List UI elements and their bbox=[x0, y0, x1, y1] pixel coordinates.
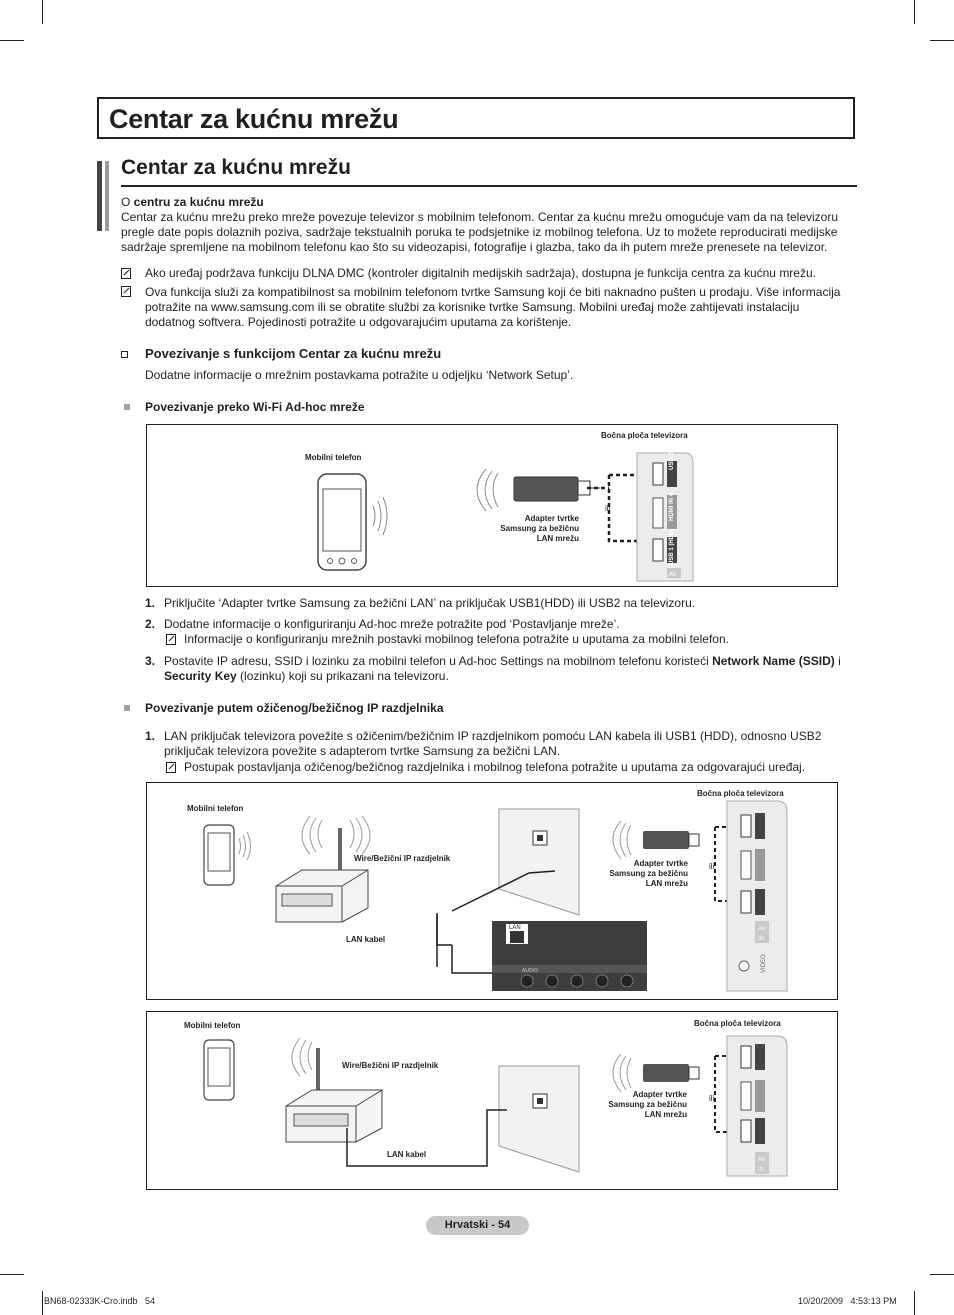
label-tv-side: Bočna ploča televizora bbox=[601, 431, 688, 440]
label-adapter: Adapter tvrtke Samsung za bežičnu LAN mrežu bbox=[500, 514, 579, 543]
label-mobile: Mobilni telefon bbox=[305, 453, 362, 462]
square-bullet-icon bbox=[124, 705, 130, 711]
label-or: ili bbox=[709, 1094, 715, 1103]
section-divider bbox=[121, 185, 857, 187]
label-lan-cable: LAN kabel bbox=[387, 1150, 427, 1159]
port-lan: LAN bbox=[509, 925, 521, 931]
intro-line: sadržaje spremljene na mobilnom telefonu kao što su videozapisi, fotografije i glazba, tako da ih putem mreže prenesete na televizor. bbox=[121, 240, 828, 254]
port-av-in: AV IN bbox=[758, 926, 766, 942]
port-hdmi: HDMI IN 4 bbox=[669, 492, 675, 521]
wireless-adapter-illustration bbox=[482, 469, 602, 509]
method2-title: Povezivanje putem ožičenog/bežičnog IP razdjelnika bbox=[145, 701, 444, 715]
section-marker bbox=[105, 161, 109, 231]
intro-lead: O centru za kućnu mrežu bbox=[121, 195, 264, 209]
crop-mark bbox=[42, 1291, 43, 1315]
step-number: 1. bbox=[145, 596, 156, 610]
port-usb1: USB 1 (HDD) bbox=[669, 528, 675, 565]
label-lan-cable: LAN kabel bbox=[346, 935, 386, 944]
port-usb2: USB 2 bbox=[669, 452, 675, 470]
square-bullet-icon bbox=[124, 404, 130, 410]
figure-router-usb bbox=[146, 1011, 838, 1190]
port-audio: AUDIO bbox=[522, 968, 538, 974]
note-text: potražite na www.samsung.com ili se obratite službi za korisnike tvrtke Samsung. Mobilni uređaj može zahtijevati instalaciju bbox=[145, 300, 800, 314]
tv-side-panel-illustration bbox=[727, 801, 789, 991]
wireless-adapter-illustration bbox=[617, 821, 717, 861]
intro-line: pregle date popis dolaznih poziva, sadržaje tekstualnih poruka te podsjetnike iz mobilnog telefona. Uz to možete reproducirati medijske bbox=[121, 225, 838, 239]
method1-title: Povezivanje preko Wi-Fi Ad-hoc mreže bbox=[145, 400, 365, 414]
port-av: AV bbox=[669, 572, 677, 578]
label-router: Wire/Bežični IP razdjelnik bbox=[342, 1061, 439, 1070]
label-tv-side: Bočna ploča televizora bbox=[694, 1019, 781, 1028]
page-header bbox=[97, 97, 855, 139]
date-slug: 10/20/2009 4:53:13 PM bbox=[798, 1296, 897, 1306]
crop-mark bbox=[930, 1274, 954, 1275]
label-mobile: Mobilni telefon bbox=[187, 804, 244, 813]
step-number: 3. bbox=[145, 654, 156, 668]
checkbox-bullet-icon bbox=[121, 351, 128, 358]
lan-cable-lines bbox=[327, 1108, 527, 1178]
section-title: Centar za kućnu mrežu bbox=[121, 156, 351, 179]
note-text: Ova funkcija služi za kompatibilnost sa mobilnim telefonom tvrtke Samsung koji će biti naknadno pušten u prodaju. Više informacija bbox=[145, 285, 841, 299]
step-number: 1. bbox=[145, 729, 156, 743]
crop-mark bbox=[914, 1291, 915, 1315]
section-marker bbox=[97, 161, 102, 231]
port-video: VIDEO bbox=[761, 954, 767, 973]
step-note: Postupak postavljanja ožičenog/bežičnog razdjelnika i mobilnog telefona potražite u uputama za odgovarajući uređaj. bbox=[184, 760, 806, 774]
subsection-title: Povezivanje s funkcijom Centar za kućnu mrežu bbox=[145, 346, 442, 361]
crop-mark bbox=[930, 40, 954, 41]
label-router: Wire/Bežični IP razdjelnik bbox=[354, 854, 451, 863]
note-icon bbox=[121, 286, 131, 297]
label-adapter: Adapter tvrtke Samsung za bežičnu LAN mrežu bbox=[608, 1090, 687, 1119]
page-title: Centar za kućnu mrežu bbox=[109, 104, 399, 134]
step-text: Security Key (lozinku) koji su prikazani na televizoru. bbox=[164, 669, 449, 683]
label-tv-side: Bočna ploča televizora bbox=[697, 789, 784, 798]
crop-mark bbox=[0, 40, 24, 41]
step-text: Postavite IP adresu, SSID i lozinku za mobilni telefon u Ad-hoc Settings na mobilnom telefonu koristeći Network Name (SSID) i bbox=[164, 654, 841, 668]
subsection-desc: Dodatne informacije o mrežnim postavkama potražite u odjeljku ‘Network Setup’. bbox=[145, 368, 574, 382]
note-icon bbox=[121, 268, 131, 279]
crop-mark bbox=[914, 0, 915, 24]
wireless-adapter-illustration bbox=[617, 1054, 717, 1094]
figure-adhoc bbox=[146, 424, 838, 587]
note-icon bbox=[166, 762, 176, 773]
mobile-phone-illustration bbox=[315, 471, 395, 571]
label-mobile: Mobilni telefon bbox=[184, 1021, 241, 1030]
crop-mark bbox=[0, 1274, 24, 1275]
step-text: priključak televizora povežite s adapterom tvrtke Samsung za bežični LAN. bbox=[164, 744, 561, 758]
note-icon bbox=[166, 634, 176, 645]
label-or: ili bbox=[605, 504, 611, 513]
note-text: Ako uređaj podržava funkciju DLNA DMC (kontroler digitalnih medijskih sadržaja), dostupna je funkcija centra za kućnu mrežu. bbox=[145, 266, 816, 280]
step-note: Informacije o konfiguriranju mrežnih postavki mobilnog telefona potražite u uputama za mobilni telefon. bbox=[184, 632, 729, 646]
step-text: Dodatne informacije o konfiguriranju Ad-hoc mreže potražite pod ‘Postavljanje mreže’. bbox=[164, 617, 620, 631]
file-slug: BN68-02333K-Cro.indb 54 bbox=[44, 1296, 156, 1306]
crop-mark bbox=[42, 0, 43, 24]
mobile-phone-illustration bbox=[202, 823, 252, 887]
intro-line: Centar za kućnu mrežu preko mreže povezuje televizor s mobilnim telefonom. Centar za kućnu mrežu omogućuje vam da na televizoru bbox=[121, 210, 838, 224]
mobile-phone-illustration bbox=[202, 1038, 252, 1102]
label-adapter: Adapter tvrtke Samsung za bežičnu LAN mrežu bbox=[609, 859, 688, 888]
step-text: LAN priključak televizora povežite s ožičenim/bežičnim IP razdjelnikom pomoću LAN kabela ili USB1 (HDD), odnosno USB2 bbox=[164, 729, 822, 743]
step-number: 2. bbox=[145, 617, 156, 631]
page-number: Hrvatski - 54 bbox=[426, 1216, 529, 1235]
label-or: ili bbox=[709, 862, 715, 871]
note-text: dodatnog softvera. Pojedinosti potražite u odgovarajućim uputama za korištenje. bbox=[145, 315, 572, 329]
step-text: Priključite ‘Adapter tvrtke Samsung za bežični LAN’ na priključak USB1(HDD) ili USB2 na televizoru. bbox=[164, 596, 696, 610]
port-av-in: AV IN bbox=[758, 1157, 766, 1173]
figure-router-lan bbox=[146, 782, 838, 1000]
